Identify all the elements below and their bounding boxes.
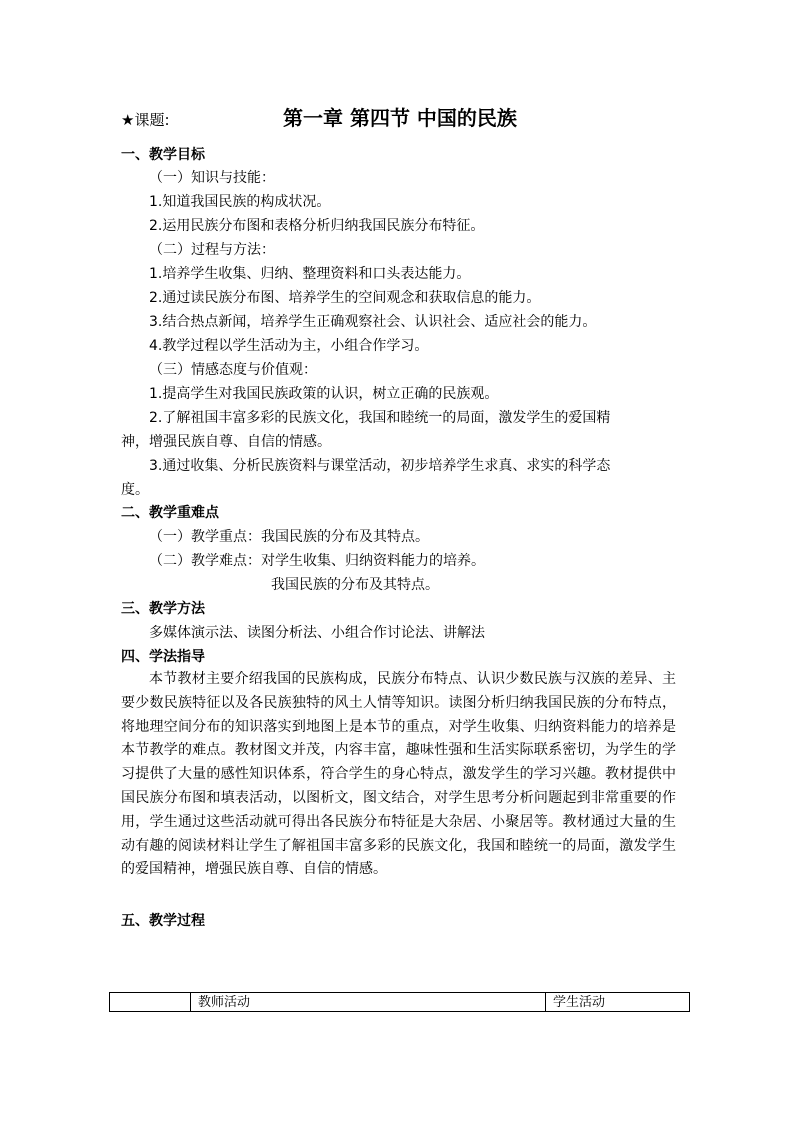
subheading-process-method: （二）过程与方法： [149,242,275,258]
title-row [121,104,681,134]
teaching-methods: 多媒体演示法、读图分析法、小组合作讨论法、讲解法 [149,625,485,641]
objective-item-continued: 神，增强民族自尊、自信的情感。 [121,434,331,450]
table-header-teacher-activity: 教师活动 [198,995,251,1010]
lesson-title: 第一章 第四节 中国的民族 [283,106,517,130]
lesson-topic-label: ★课题: [121,111,170,129]
objective-item-continued: 度。 [121,482,149,498]
teaching-difficulty-continued: 我国民族的分布及其特点。 [271,577,439,593]
table-header-student-activity: 学生活动 [553,995,606,1010]
objective-item: 2.了解祖国丰富多彩的民族文化，我国和睦统一的局面，激发学生的爱国精 [149,410,611,426]
section-heading-methods: 三、教学方法 [121,601,205,617]
subheading-knowledge-skills: （一）知识与技能： [149,170,275,186]
objective-item: 1.培养学生收集、归纳、整理资料和口头表达能力。 [149,266,471,282]
section-heading-study-guide: 四、学法指导 [121,649,205,665]
objective-item: 2.通过读民族分布图、培养学生的空间观念和获取信息的能力。 [149,290,541,306]
objective-item: 4.教学过程以学生活动为主，小组合作学习。 [149,338,429,354]
objective-item: 3.结合热点新闻，培养学生正确观察社会、认识社会、适应社会的能力。 [149,314,597,330]
objective-item: 1.知道我国民族的构成状况。 [149,194,331,210]
table-divider [545,993,546,1011]
study-guide-paragraph: 本节教材主要介绍我国的民族构成，民族分布特点、认识少数民族与汉族的差异、主要少数民族特征以及各民族独特的风土人情等知识。读图分析归纳我国民族的分布特点，将地理空间分布的知识落实到地图上是本节的重点，对学生收集、归纳资料能力的培养是本节教学的难点。教材图文并茂，内容丰富，趣味性强和生活实际联系密切，为学生的学习提供了大量的感性知识体系，符合学生的身心特点，激发学生的学习兴趣。教材提供中国民族分布图和填表活动，以图析文，图文结合，对学生思考分析问题起到非常重要的作用，学生通过这些活动就可得出各民族分布特征是大杂居、小聚居等。教材通过大量的生动有趣的阅读材料让学生了解祖国丰富多彩的民族文化，我国和睦统一的局面，激发学生的爱国精神，增强民族自尊、自信的情感。 [121,671,676,878]
section-heading-process: 五、教学过程 [121,913,205,929]
subheading-attitude-values: （三）情感态度与价值观： [149,362,317,378]
table-divider [190,993,191,1011]
teaching-difficulty: （二）教学难点：对学生收集、归纳资料能力的培养。 [149,553,485,569]
section-heading-objectives: 一、教学目标 [121,147,205,163]
objective-item: 2.运用民族分布图和表格分析归纳我国民族分布特征。 [149,218,485,234]
teaching-key-point: （一）教学重点：我国民族的分布及其特点。 [149,529,429,545]
objective-item: 3.通过收集、分析民族资料与课堂活动，初步培养学生求真、求实的科学态 [149,458,611,474]
teaching-process-table [109,992,690,1012]
section-heading-key-difficult: 二、教学重难点 [121,505,219,521]
objective-item: 1.提高学生对我国民族政策的认识，树立正确的民族观。 [149,386,499,402]
